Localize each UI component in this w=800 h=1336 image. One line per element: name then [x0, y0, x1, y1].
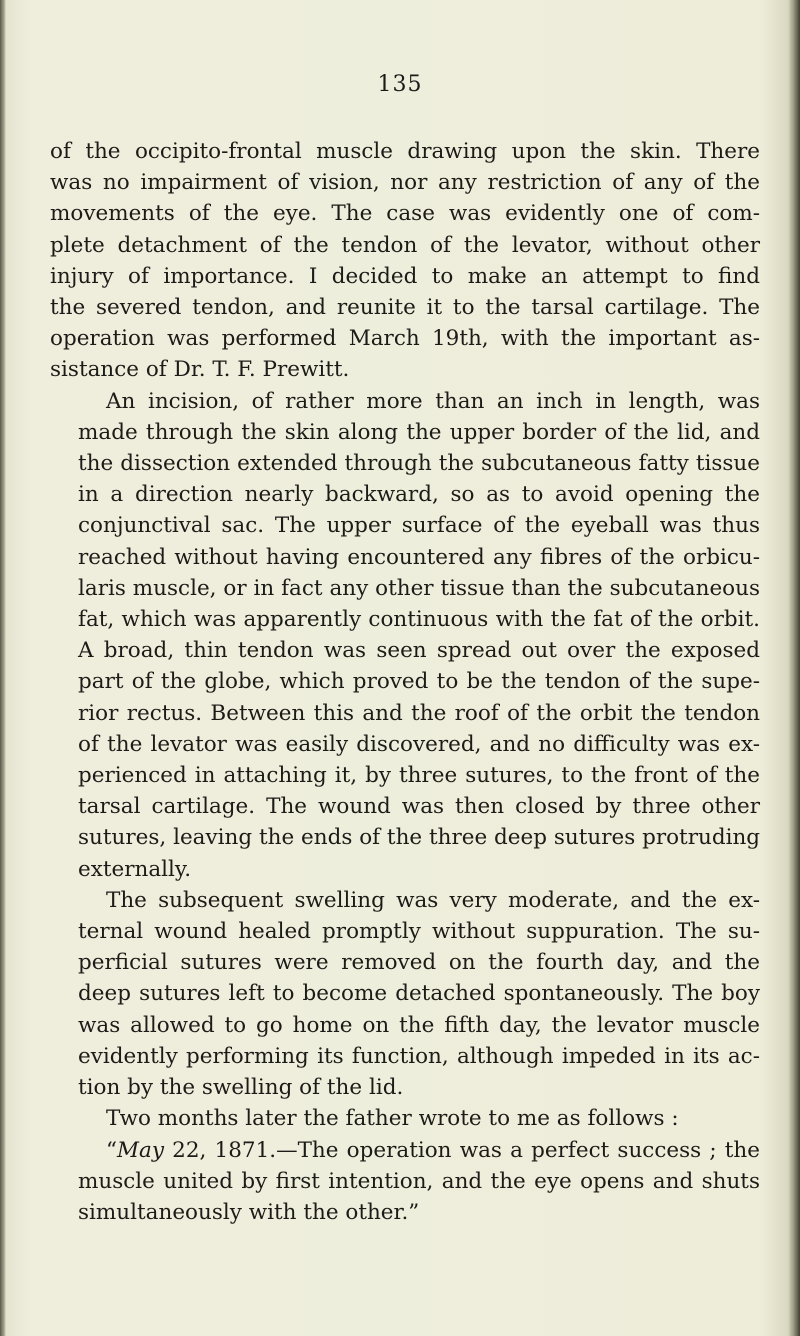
text-line: made through the skin along the upper border of the lid, and — [78, 419, 760, 445]
text-line: movements of the eye. The case was evidently one of com- — [50, 201, 760, 227]
text-line: A broad, thin tendon was seen spread out over the exposed — [78, 638, 760, 664]
text-line: perienced in attaching it, by three sutures, to the front of the — [78, 763, 760, 789]
text-line: injury of importance. I decided to make an attempt to find — [50, 263, 760, 289]
text-line: deep sutures left to become detached spontaneously. The boy — [78, 981, 760, 1007]
text-line: of the occipito-frontal muscle drawing upon the skin. There — [50, 139, 760, 164]
text-line: The subsequent swelling was very moderate, and the ex- — [106, 887, 760, 913]
paragraph — [50, 1103, 760, 1134]
letter-line-rest: 22, 1871.—The operation was a perfect success ; the — [163, 1137, 760, 1163]
text-line: An incision, of rather more than an inch in length, was — [106, 388, 760, 414]
text-line: was allowed to go home on the fifth day, the levator muscle — [78, 1012, 760, 1038]
quoted-letter — [50, 1135, 760, 1229]
text-line: evidently performing its function, although impeded in its ac- — [78, 1043, 760, 1069]
text-line: ternal wound healed promptly without suppuration. The su- — [78, 919, 760, 945]
open-quote: “ — [106, 1137, 117, 1163]
text-line: part of the globe, which proved to be the tendon of the supe- — [78, 669, 760, 695]
text-line — [50, 1135, 760, 1166]
paragraph — [50, 136, 760, 386]
text-line: was no impairment of vision, nor any restriction of any of the — [50, 170, 760, 196]
paragraph — [50, 885, 760, 1103]
text-line: conjunctival sac. The upper surface of the eyeball was thus — [78, 513, 760, 539]
text-line: sutures, leaving the ends of the three deep sutures protruding — [78, 825, 761, 851]
text-line: in a direction nearly backward, so as to avoid opening the — [78, 482, 760, 508]
text-line: of the levator was easily discovered, and no difficulty was ex- — [78, 731, 760, 757]
text-line: reached without having encountered any fibres of the orbicu- — [78, 544, 760, 570]
text-body — [50, 136, 760, 1228]
text-line: the dissection extended through the subcutaneous fatty tissue — [78, 451, 760, 477]
text-line: the severed tendon, and reunite it to the tarsal cartilage. The — [50, 295, 760, 321]
page-right-edge — [788, 0, 800, 1336]
text-line: tion by the swelling of the lid. — [78, 1075, 404, 1101]
text-line: perficial sutures were removed on the fourth day, and the — [78, 950, 760, 976]
paragraph — [50, 386, 760, 885]
text-line: rior rectus. Between this and the roof of the orbit the tendon — [78, 700, 760, 726]
text-line: simultaneously with the other.” — [78, 1199, 420, 1225]
text-line: plete detachment of the tendon of the levator, without other — [50, 232, 760, 258]
text-line: tarsal cartilage. The wound was then closed by three other — [78, 794, 760, 820]
text-line: operation was performed March 19th, with the important as- — [50, 326, 760, 352]
text-line: fat, which was apparently continuous with the fat of the orbit. — [78, 607, 760, 633]
letter-date-month: May — [117, 1137, 164, 1163]
text-line: laris muscle, or in fact any other tissue than the subcutaneous — [78, 575, 760, 601]
text-line: muscle united by first intention, and the eye opens and shuts — [78, 1168, 760, 1194]
text-line: Two months later the father wrote to me as follows : — [106, 1106, 679, 1132]
page-number: 135 — [377, 72, 423, 97]
text-line: externally. — [78, 856, 192, 882]
text-line: sistance of Dr. T. F. Prewitt. — [50, 357, 350, 383]
page-left-edge — [0, 0, 6, 1336]
